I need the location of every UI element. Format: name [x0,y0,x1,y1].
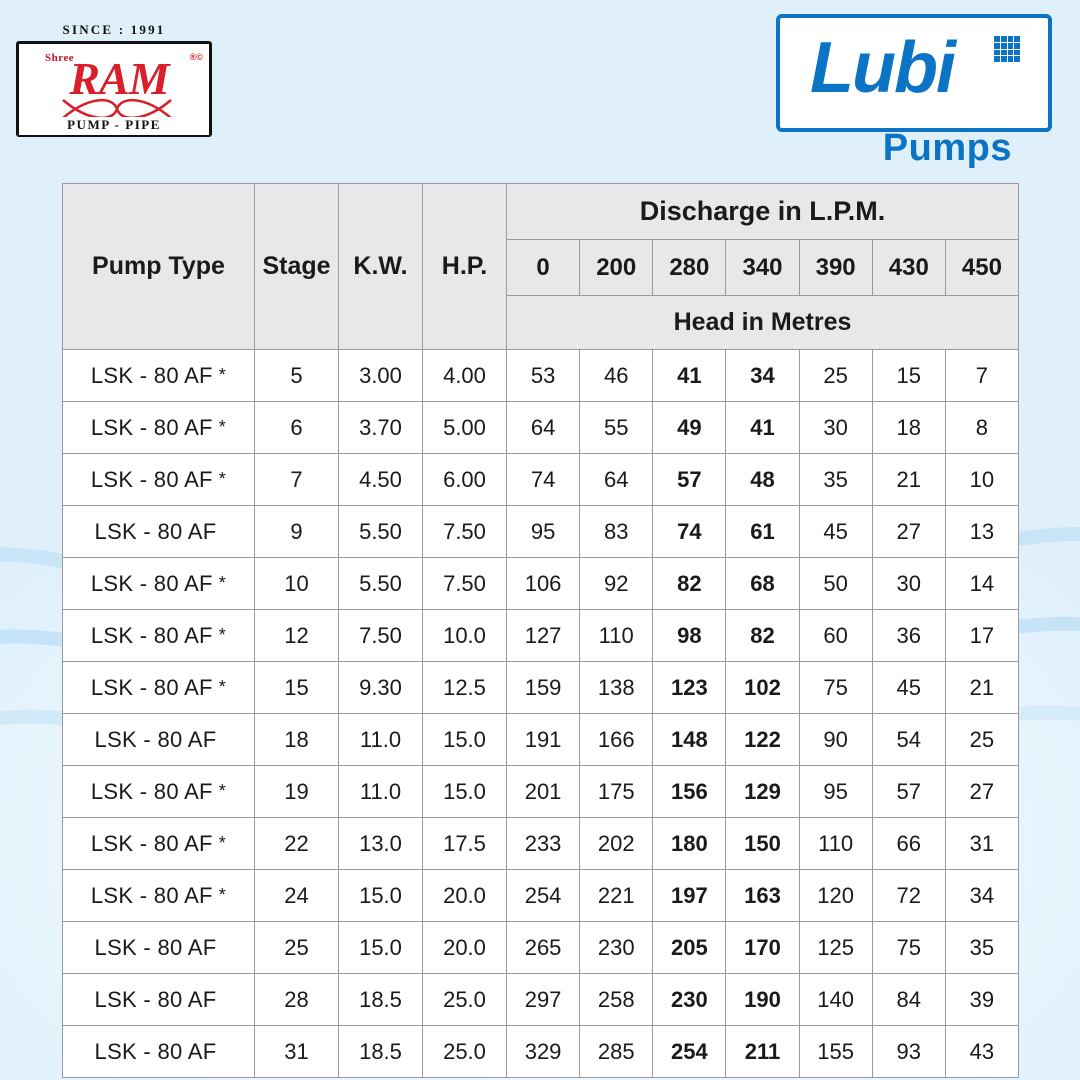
cell-head-200: 202 [580,818,653,870]
cell-head-390: 155 [799,1026,872,1078]
col-header-kw: K.W. [339,184,423,350]
cell-head-390: 120 [799,870,872,922]
pump-type-label: LSK - 80 AF [94,986,217,1012]
lubi-logo [776,14,1052,169]
cell-head-0: 159 [507,662,580,714]
cell-kw: 18.5 [339,974,423,1026]
cell-head-0: 265 [507,922,580,974]
cell-kw: 15.0 [339,922,423,974]
cell-hp: 5.00 [423,402,507,454]
cell-head-450: 39 [945,974,1018,1026]
pump-type-star-marker: * [218,676,227,697]
ram-wordmark: RAM [69,53,169,104]
cell-stage: 10 [255,558,339,610]
cell-hp: 20.0 [423,922,507,974]
cell-head-0: 53 [507,350,580,402]
cell-head-450: 31 [945,818,1018,870]
cell-head-430: 84 [872,974,945,1026]
shree-label: Shree [45,52,75,64]
cell-head-340: 170 [726,922,799,974]
cell-head-430: 75 [872,922,945,974]
table-row [63,558,1019,610]
pump-type-label: LSK - 80 AF [94,726,217,752]
cell-head-390: 35 [799,454,872,506]
cell-head-340: 68 [726,558,799,610]
cell-head-280: 123 [653,662,726,714]
table-body [63,350,1019,1078]
header [0,0,1080,180]
cell-head-200: 175 [580,766,653,818]
col-header-flow-0: 0 [507,240,580,296]
cell-head-0: 297 [507,974,580,1026]
lubi-dot-grid-icon [994,36,1020,62]
cell-kw: 7.50 [339,610,423,662]
table-row [63,350,1019,402]
cell-head-430: 57 [872,766,945,818]
cell-head-390: 30 [799,402,872,454]
pump-type-label: LSK - 80 AF [94,518,217,544]
cell-pump-type [63,922,255,974]
cell-head-450: 27 [945,766,1018,818]
pump-type-star-marker: * [218,572,227,593]
pump-type-label: LSK - 80 AF [90,674,213,700]
cell-stage: 5 [255,350,339,402]
pump-type-label: LSK - 80 AF [94,1038,217,1064]
cell-head-390: 75 [799,662,872,714]
col-header-flow-390: 390 [799,240,872,296]
cell-head-340: 122 [726,714,799,766]
cell-head-430: 72 [872,870,945,922]
cell-stage: 31 [255,1026,339,1078]
cell-stage: 19 [255,766,339,818]
cell-kw: 13.0 [339,818,423,870]
col-header-stage: Stage [255,184,339,350]
shree-ram-logo [16,22,212,162]
pump-pipe-label: PUMP - PIPE [19,117,209,135]
col-header-flow-430: 430 [872,240,945,296]
cell-head-390: 125 [799,922,872,974]
cell-head-0: 95 [507,506,580,558]
cell-head-200: 285 [580,1026,653,1078]
cell-kw: 11.0 [339,766,423,818]
cell-hp: 17.5 [423,818,507,870]
cell-head-430: 45 [872,662,945,714]
lubi-pumps-label: Pumps [882,127,1012,169]
cell-pump-type [63,766,255,818]
pump-type-label: LSK - 80 AF [94,934,217,960]
table-row [63,766,1019,818]
cell-stage: 18 [255,714,339,766]
table-row [63,506,1019,558]
cell-pump-type [63,350,255,402]
cell-head-450: 43 [945,1026,1018,1078]
cell-head-430: 54 [872,714,945,766]
cell-head-200: 138 [580,662,653,714]
cell-head-340: 163 [726,870,799,922]
cell-hp: 25.0 [423,1026,507,1078]
cell-head-280: 49 [653,402,726,454]
cell-pump-type [63,714,255,766]
cell-head-280: 197 [653,870,726,922]
cell-head-0: 74 [507,454,580,506]
cell-kw: 4.50 [339,454,423,506]
table-row [63,974,1019,1026]
pump-type-star-marker: * [218,416,227,437]
ram-logo-box [16,41,212,137]
header-row-1 [63,184,1019,240]
cell-hp: 25.0 [423,974,507,1026]
cell-hp: 7.50 [423,558,507,610]
cell-head-280: 254 [653,1026,726,1078]
cell-head-340: 102 [726,662,799,714]
cell-hp: 4.00 [423,350,507,402]
cell-head-200: 258 [580,974,653,1026]
pump-type-star-marker: * [218,364,227,385]
table-row [63,662,1019,714]
cell-stage: 24 [255,870,339,922]
pump-type-label: LSK - 80 AF [90,830,213,856]
cell-head-390: 60 [799,610,872,662]
cell-kw: 15.0 [339,870,423,922]
lubi-wordmark: Lubi [810,28,954,108]
cell-head-280: 180 [653,818,726,870]
cell-head-390: 95 [799,766,872,818]
cell-head-430: 27 [872,506,945,558]
col-header-flow-280: 280 [653,240,726,296]
cell-head-430: 18 [872,402,945,454]
cell-head-340: 34 [726,350,799,402]
col-header-head-metres: Head in Metres [507,296,1019,350]
cell-head-450: 10 [945,454,1018,506]
cell-head-430: 93 [872,1026,945,1078]
cell-head-0: 201 [507,766,580,818]
cell-head-390: 90 [799,714,872,766]
cell-head-0: 127 [507,610,580,662]
pump-specification-table [62,183,1019,1078]
cell-head-340: 41 [726,402,799,454]
cell-head-280: 82 [653,558,726,610]
cell-stage: 22 [255,818,339,870]
cell-head-450: 34 [945,870,1018,922]
cell-pump-type [63,402,255,454]
cell-head-200: 221 [580,870,653,922]
cell-head-390: 25 [799,350,872,402]
table-head [63,184,1019,350]
table-row [63,402,1019,454]
cell-kw: 5.50 [339,506,423,558]
cell-head-200: 64 [580,454,653,506]
pump-type-label: LSK - 80 AF [90,466,213,492]
cell-head-280: 98 [653,610,726,662]
cell-head-200: 55 [580,402,653,454]
cell-pump-type [63,610,255,662]
cell-kw: 5.50 [339,558,423,610]
cell-head-450: 14 [945,558,1018,610]
cell-head-280: 41 [653,350,726,402]
cell-stage: 25 [255,922,339,974]
cell-head-340: 61 [726,506,799,558]
pump-type-star-marker: * [218,624,227,645]
cell-head-0: 64 [507,402,580,454]
cell-head-0: 254 [507,870,580,922]
cell-head-340: 150 [726,818,799,870]
cell-head-200: 83 [580,506,653,558]
table-row [63,1026,1019,1078]
cell-pump-type [63,506,255,558]
cell-kw: 3.70 [339,402,423,454]
col-header-pump-type: Pump Type [63,184,255,350]
table-row [63,454,1019,506]
cell-kw: 11.0 [339,714,423,766]
pump-type-star-marker: * [218,780,227,801]
cell-pump-type [63,454,255,506]
cell-head-280: 156 [653,766,726,818]
cell-head-200: 230 [580,922,653,974]
pump-type-star-marker: * [218,832,227,853]
cell-hp: 20.0 [423,870,507,922]
col-header-hp: H.P. [423,184,507,350]
cell-head-430: 36 [872,610,945,662]
cell-head-450: 35 [945,922,1018,974]
col-header-flow-200: 200 [580,240,653,296]
col-header-flow-340: 340 [726,240,799,296]
cell-head-450: 21 [945,662,1018,714]
pump-type-star-marker: * [218,468,227,489]
cell-head-430: 15 [872,350,945,402]
cell-head-340: 190 [726,974,799,1026]
cell-head-200: 166 [580,714,653,766]
cell-pump-type [63,870,255,922]
cell-kw: 18.5 [339,1026,423,1078]
cell-head-390: 110 [799,818,872,870]
cell-hp: 6.00 [423,454,507,506]
col-header-flow-450: 450 [945,240,1018,296]
cell-head-340: 211 [726,1026,799,1078]
cell-head-280: 230 [653,974,726,1026]
cell-pump-type [63,662,255,714]
cell-head-390: 140 [799,974,872,1026]
cell-head-450: 13 [945,506,1018,558]
cell-head-200: 46 [580,350,653,402]
cell-stage: 6 [255,402,339,454]
cell-head-390: 45 [799,506,872,558]
cell-kw: 3.00 [339,350,423,402]
pump-type-label: LSK - 80 AF [90,778,213,804]
cell-head-280: 205 [653,922,726,974]
cell-head-430: 21 [872,454,945,506]
cell-stage: 7 [255,454,339,506]
col-header-discharge: Discharge in L.P.M. [507,184,1019,240]
pump-type-label: LSK - 80 AF [90,622,213,648]
cell-hp: 10.0 [423,610,507,662]
table-row [63,922,1019,974]
cell-head-280: 74 [653,506,726,558]
cell-head-200: 92 [580,558,653,610]
cell-head-0: 191 [507,714,580,766]
cell-hp: 15.0 [423,714,507,766]
cell-head-450: 8 [945,402,1018,454]
cell-head-280: 57 [653,454,726,506]
cell-pump-type [63,558,255,610]
cell-head-450: 17 [945,610,1018,662]
pump-type-label: LSK - 80 AF [90,362,213,388]
cell-kw: 9.30 [339,662,423,714]
pump-type-star-marker: * [218,884,227,905]
table-row [63,818,1019,870]
cell-hp: 15.0 [423,766,507,818]
cell-head-0: 329 [507,1026,580,1078]
cell-head-200: 110 [580,610,653,662]
specs-table [62,183,1019,1078]
pump-type-label: LSK - 80 AF [90,414,213,440]
cell-head-450: 25 [945,714,1018,766]
cell-head-0: 106 [507,558,580,610]
cell-head-340: 82 [726,610,799,662]
cell-hp: 12.5 [423,662,507,714]
table-row [63,714,1019,766]
cell-stage: 12 [255,610,339,662]
since-label: SINCE : 1991 [62,22,166,37]
cell-pump-type [63,818,255,870]
cell-head-0: 233 [507,818,580,870]
cell-head-280: 148 [653,714,726,766]
table-row [63,870,1019,922]
cell-head-390: 50 [799,558,872,610]
cell-stage: 9 [255,506,339,558]
cell-head-450: 7 [945,350,1018,402]
cell-head-340: 48 [726,454,799,506]
table-row [63,610,1019,662]
cell-pump-type [63,974,255,1026]
cell-stage: 15 [255,662,339,714]
cell-head-430: 30 [872,558,945,610]
cell-head-340: 129 [726,766,799,818]
cell-stage: 28 [255,974,339,1026]
cell-pump-type [63,1026,255,1078]
pump-type-label: LSK - 80 AF [90,570,213,596]
pump-type-label: LSK - 80 AF [90,882,213,908]
registered-mark: ®© [189,52,203,62]
cell-head-430: 66 [872,818,945,870]
cell-hp: 7.50 [423,506,507,558]
